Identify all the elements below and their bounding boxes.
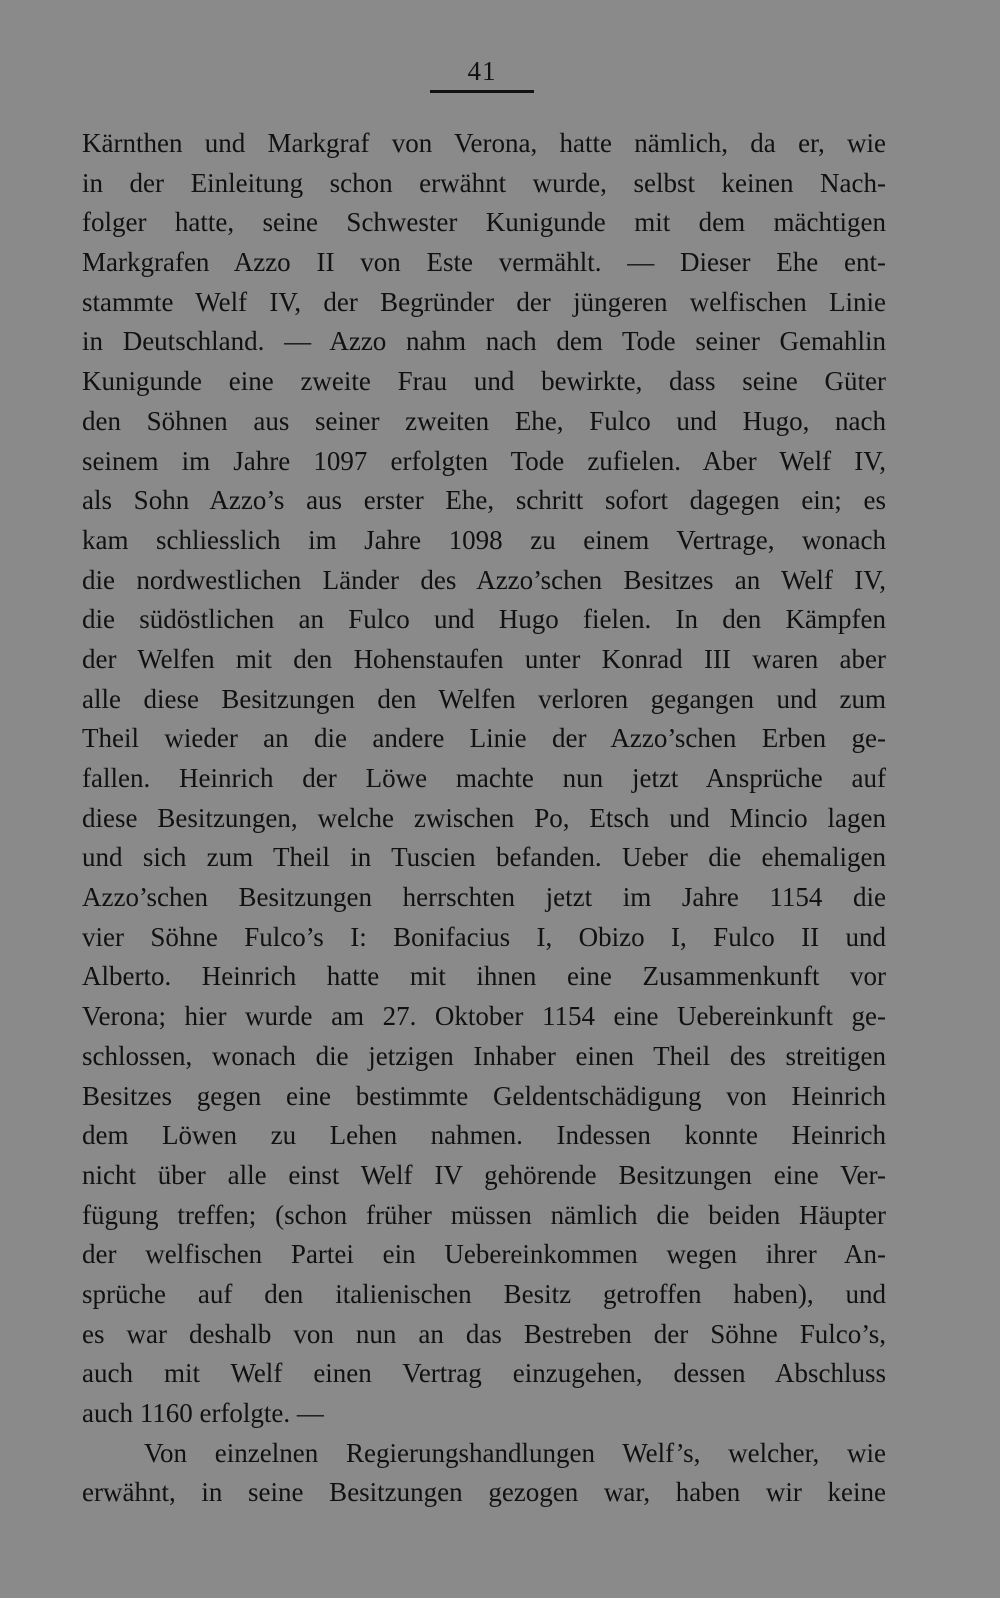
text-line: Kärnthen und Markgraf von Verona, hatte nämlich, da er, wie [82,128,886,158]
text-line: sprüche auf den italienischen Besitz getroffen haben), und [82,1278,886,1309]
text-line: es war deshalb von nun an das Bestreben der Söhne Fulco’s, [82,1318,886,1349]
text-line: Von einzelnen Regierungshandlungen Welf’s, welcher, wie [144,1437,886,1468]
text-line: Azzo’schen Besitzungen herrschten jetzt im Jahre 1154 die [82,882,886,913]
text-line: die südöstlichen an Fulco und Hugo fielen. In den Kämpfen [82,604,886,635]
text-line: schlossen, wonach die jetzigen Inhaber einen Theil des streitigen [82,1040,886,1071]
text-line: den Söhnen aus seiner zweiten Ehe, Fulco und Hugo, nach [82,405,886,436]
text-line: der Welfen mit den Hohenstaufen unter Konrad III waren aber [82,643,886,674]
text-line: auch 1160 erfolgte. — [82,1398,324,1428]
text-line: Theil wieder an die andere Linie der Azzo’schen Erben ge- [82,723,886,754]
text-line: auch mit Welf einen Vertrag einzugehen, dessen Abschluss [82,1358,886,1389]
text-line: die nordwestlichen Länder des Azzo’schen Besitzes an Welf IV, [82,564,886,595]
header-rule [430,90,534,93]
text-line: kam schliesslich im Jahre 1098 zu einem Vertrage, wonach [82,524,886,555]
body-text [82,124,886,1513]
text-line: und sich zum Theil in Tuscien befanden. Ueber die ehemaligen [82,842,886,873]
text-line: vier Söhne Fulco’s I: Bonifacius I, Obizo I, Fulco II und [82,921,886,952]
text-line: dem Löwen zu Lehen nahmen. Indessen konnte Heinrich [82,1120,886,1151]
text-line: Markgrafen Azzo II von Este vermählt. — Dieser Ehe ent- [82,247,886,278]
text-line: Alberto. Heinrich hatte mit ihnen eine Zusammenkunft vor [82,961,886,992]
text-line: fallen. Heinrich der Löwe machte nun jetzt Ansprüche auf [82,763,886,793]
page-header [430,56,534,93]
text-line: Besitzes gegen eine bestimmte Geldentschädigung von Heinrich [82,1080,886,1111]
text-line: in Deutschland. — Azzo nahm nach dem Tode seiner Gemahlin [82,326,886,357]
text-line: diese Besitzungen, welche zwischen Po, Etsch und Mincio lagen [82,802,886,833]
text-line: alle diese Besitzungen den Welfen verloren gegangen und zum [82,683,886,714]
text-line: stammte Welf IV, der Begründer der jüngeren welfischen Linie [82,286,886,317]
text-line: fügung treffen; (schon früher müssen nämlich die beiden Häupter [82,1199,886,1230]
text-line: seinem im Jahre 1097 erfolgten Tode zufielen. Aber Welf IV, [82,445,886,476]
text-line: als Sohn Azzo’s aus erster Ehe, schritt sofort dagegen ein; es [82,485,886,516]
page-number: 41 [467,56,497,86]
text-line: der welfischen Partei ein Uebereinkommen wegen ihrer An- [82,1239,886,1270]
text-line: erwähnt, in seine Besitzungen gezogen war, haben wir keine [82,1477,886,1508]
text-line: Kunigunde eine zweite Frau und bewirkte, dass seine Güter [82,366,886,397]
text-line: folger hatte, seine Schwester Kunigunde mit dem mächtigen [82,207,886,238]
text-line: nicht über alle einst Welf IV gehörende Besitzungen eine Ver- [82,1159,886,1190]
text-line: in der Einleitung schon erwähnt wurde, selbst keinen Nach- [82,167,886,198]
text-line: Verona; hier wurde am 27. Oktober 1154 eine Uebereinkunft ge- [82,1001,886,1032]
